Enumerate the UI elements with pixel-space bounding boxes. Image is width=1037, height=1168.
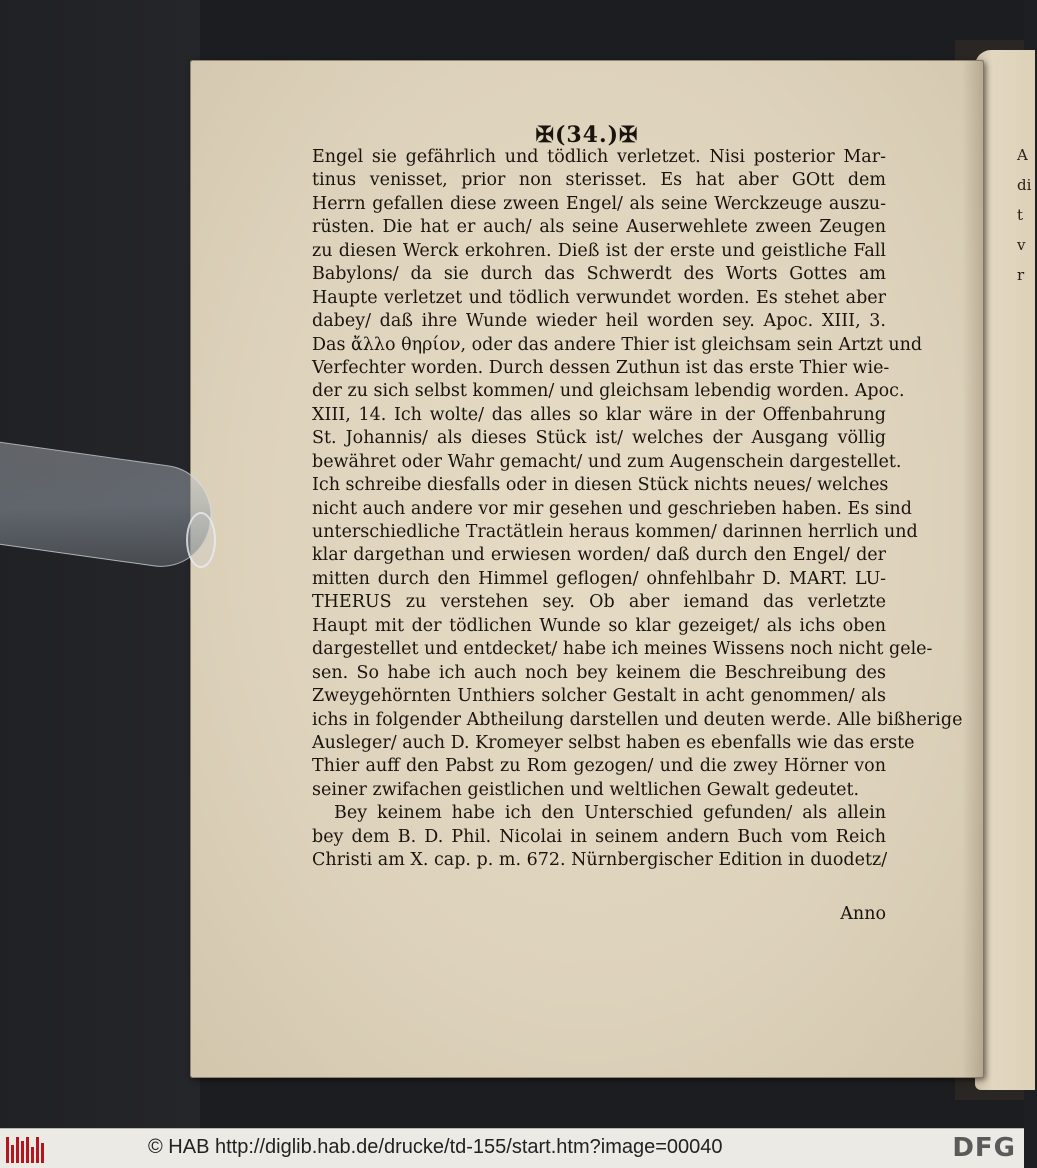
text-line: rüsten. Die hat er auch/ als seine Auserwehlete zween Zeugen — [312, 217, 886, 238]
text-line: Babylons/ da sie durch das Schwerdt des Worts Gottes am — [312, 264, 886, 285]
text-line: St. Johannis/ als dieses Stück ist/ welches der Ausgang völlig — [312, 428, 886, 449]
text-line: tinus venisset, prior non sterisset. Es hat aber GOtt dem — [312, 170, 886, 191]
text-line: mitten durch den Himmel geflogen/ ohnfehlbahr D. MART. LU- — [312, 568, 886, 589]
dfg-logo: DFG — [952, 1133, 1016, 1163]
page-number-header: ✠(34.)✠ — [535, 122, 639, 148]
text-line: ichs in folgender Abtheilung darstellen und deuten werde. Alle bißherige — [312, 709, 963, 730]
text-line: Ich schreibe diesfalls oder in diesen Stück nichts neues/ welches — [312, 475, 889, 496]
next-page-letter: di — [1017, 176, 1032, 194]
page-text — [312, 146, 963, 873]
text-line: Zweygehörnten Unthiers solcher Gestalt in acht genommen/ als — [312, 686, 886, 707]
text-line: Engel sie gefährlich und tödlich verletzet. Nisi posterior Mar- — [312, 147, 886, 167]
text-line: sen. So habe ich auch noch bey keinem die Beschreibung des — [312, 662, 886, 683]
text-line: bewähret oder Wahr gemacht/ und zum Augenschein dargestellet. — [312, 451, 902, 472]
next-page-edge — [975, 50, 1035, 1090]
text-line: Christi am X. cap. p. m. 672. Nürnbergischer Edition in duodetz/ — [312, 850, 888, 871]
text-line: nicht auch andere vor mir gesehen und geschrieben haben. Es sind — [312, 498, 912, 519]
next-page-letter: t — [1017, 206, 1024, 224]
text-line: zu diesen Werck erkohren. Dieß ist der erste und geistliche Fall — [312, 240, 886, 261]
text-line: klar dargethan und erwiesen worden/ daß durch den Engel/ der — [312, 545, 886, 566]
text-line: seiner zwifachen geistlichen und weltlichen Gewalt gedeutet. — [312, 779, 860, 800]
hab-logo-icon — [6, 1133, 46, 1163]
text-line: unterschiedliche Tractätlein heraus kommen/ darinnen herrlich und — [312, 522, 918, 542]
next-page-letter: A — [1017, 146, 1028, 164]
text-line: THERUS zu verstehen sey. Ob aber iemand das verletzte — [312, 592, 886, 613]
text-line: Das ἄλλο θηρίον, oder das andere Thier ist gleichsam sein Artzt und — [312, 334, 923, 355]
text-line: dabey/ daß ihre Wunde wieder heil worden sey. Apoc. XIII, 3. — [312, 311, 886, 332]
page-clip-tip — [186, 512, 216, 568]
text-line: Haupt mit der tödlichen Wunde so klar gezeiget/ als ichs oben — [312, 615, 886, 636]
footer-copyright-link[interactable]: © HAB http://diglib.hab.de/drucke/td-155/start.htm?image=00040 — [148, 1136, 723, 1158]
next-page-letter: r — [1017, 266, 1025, 284]
text-line: Haupte verletzet und tödlich verwundet worden. Es stehet aber — [312, 287, 886, 308]
text-line: bey dem B. D. Phil. Nicolai in seinem andern Buch vom Reich — [312, 826, 886, 847]
catchword: Anno — [840, 904, 886, 924]
text-line: Ausleger/ auch D. Kromeyer selbst haben es ebenfalls wie das erste — [312, 732, 915, 753]
next-page-letters — [1017, 140, 1037, 290]
book-page — [190, 60, 984, 1078]
text-line: Verfechter worden. Durch dessen Zuthun ist das erste Thier wie- — [312, 357, 890, 378]
footer-bar — [0, 1128, 1024, 1168]
text-line: Herrn gefallen diese zween Engel/ als seine Werckzeuge auszu- — [312, 193, 886, 214]
text-line: der zu sich selbst kommen/ und gleichsam lebendig worden. Apoc. — [312, 381, 905, 402]
text-line: Thier auff den Pabst zu Rom gezogen/ und die zwey Hörner von — [312, 756, 886, 777]
text-line: Bey keinem habe ich den Unterschied gefunden/ als allein — [334, 803, 886, 824]
next-page-letter: v — [1017, 236, 1026, 254]
text-line: dargestellet und entdecket/ habe ich meines Wissens noch nicht gele- — [312, 639, 933, 660]
text-line: XIII, 14. Ich wolte/ das alles so klar wäre in der Offenbahrung — [312, 404, 886, 425]
